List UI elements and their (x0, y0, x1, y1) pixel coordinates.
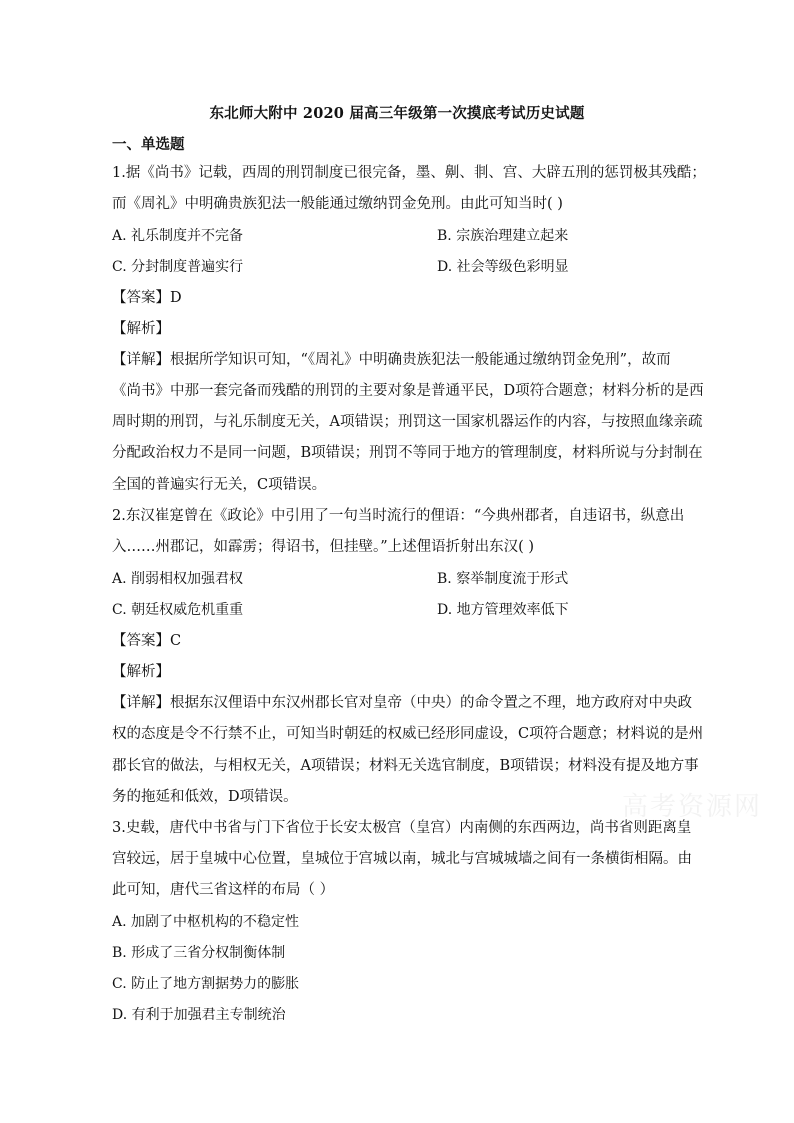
q2-option-d: D. 地方管理效率低下 (437, 602, 569, 618)
q1-analysis-label: 【解析】 (112, 321, 170, 337)
q1-option-c: C. 分封制度普遍实行 (112, 259, 244, 275)
q2-option-b: B. 察举制度流于形式 (437, 571, 569, 587)
q3-option-c: C. 防止了地方割据势力的膨胀 (112, 976, 300, 992)
q2-option-c: C. 朝廷权威危机重重 (112, 602, 244, 618)
q2-detail-line-3: 郡长官的做法，与相权无关，A项错误；材料无关选官制度，B项错误；材料没有提及地方事 (112, 758, 699, 774)
q1-option-a: A. 礼乐制度并不完备 (112, 228, 244, 244)
q1-detail-line-1: 【详解】根据所学知识可知，“《周礼》中明确贵族犯法一般能通过缴纳罚金免刑”，故而 (112, 352, 671, 368)
page-title: 东北师大附中 2020 届高三年级第一次摸底考试历史试题 (209, 105, 585, 122)
q3-option-a: A. 加剧了中枢机构的不稳定性 (112, 914, 300, 930)
q1-answer: 【答案】D (112, 290, 182, 306)
q2-detail-line-1: 【详解】根据东汉俚语中东汉州郡长官对皇帝（中央）的命令置之不理，地方政府对中央政 (112, 695, 692, 711)
q1-option-b: B. 宗族治理建立起来 (437, 228, 569, 244)
q1-detail-line-2: 《尚书》中那一套完备而残酷的刑罚的主要对象是普通平民，D项符合题意；材料分析的是西 (112, 383, 704, 399)
q3-option-d: D. 有利于加强君主专制统治 (112, 1007, 286, 1023)
q1-detail-line-5: 全国的普遍实行无关，C项错误。 (112, 477, 327, 493)
q2-detail-line-4: 务的拖延和低效，D项错误。 (112, 789, 298, 805)
q1-option-d: D. 社会等级色彩明显 (437, 259, 569, 275)
q3-stem-line-2: 宫较远，居于皇城中心位置，皇城位于宫城以南，城北与宫城城墙之间有一条横街相隔。由 (112, 851, 692, 867)
watermark: 高考资源网 (622, 792, 763, 822)
q2-stem-line-1: 2.东汉崔寔曾在《政论》中引用了一句当时流行的俚语：“今典州郡者，自违诏书，纵意出 (112, 508, 685, 524)
q2-stem-line-2: 入……州郡记，如霹雳；得诏书，但挂壁。”上述俚语折射出东汉( ) (112, 539, 535, 555)
section-heading: 一、单选题 (112, 136, 185, 153)
q1-stem-line-2: 而《周礼》中明确贵族犯法一般能通过缴纳罚金免刑。由此可知当时( ) (112, 196, 563, 212)
q1-detail-line-3: 周时期的刑罚，与礼乐制度无关，A项错误；刑罚这一国家机器运作的内容，与按照血缘亲疏 (112, 414, 703, 430)
q2-answer: 【答案】C (112, 633, 182, 649)
q3-stem-line-1: 3.史载，唐代中书省与门下省位于长安太极宫（皇宫）内南侧的东西两边，尚书省则距离皇 (112, 820, 692, 836)
q1-detail-line-4: 分配政治权力不是同一问题，B项错误；刑罚不等同于地方的管理制度，材料所说与分封制在 (112, 445, 703, 461)
q2-detail-line-2: 权的态度是令不行禁不止，可知当时朝廷的权威已经形同虚设，C项符合题意；材料说的是州 (112, 726, 704, 742)
q2-option-a: A. 削弱相权加强君权 (112, 571, 244, 587)
q3-stem-line-3: 此可知，唐代三省这样的布局（ ） (112, 882, 335, 898)
q1-stem-line-1: 1.据《尚书》记载，西周的刑罚制度已很完备，墨、劓、剕、宫、大辟五刑的惩罚极其残酷； (112, 165, 706, 181)
q2-analysis-label: 【解析】 (112, 664, 170, 680)
q3-option-b: B. 形成了三省分权制衡体制 (112, 945, 286, 961)
